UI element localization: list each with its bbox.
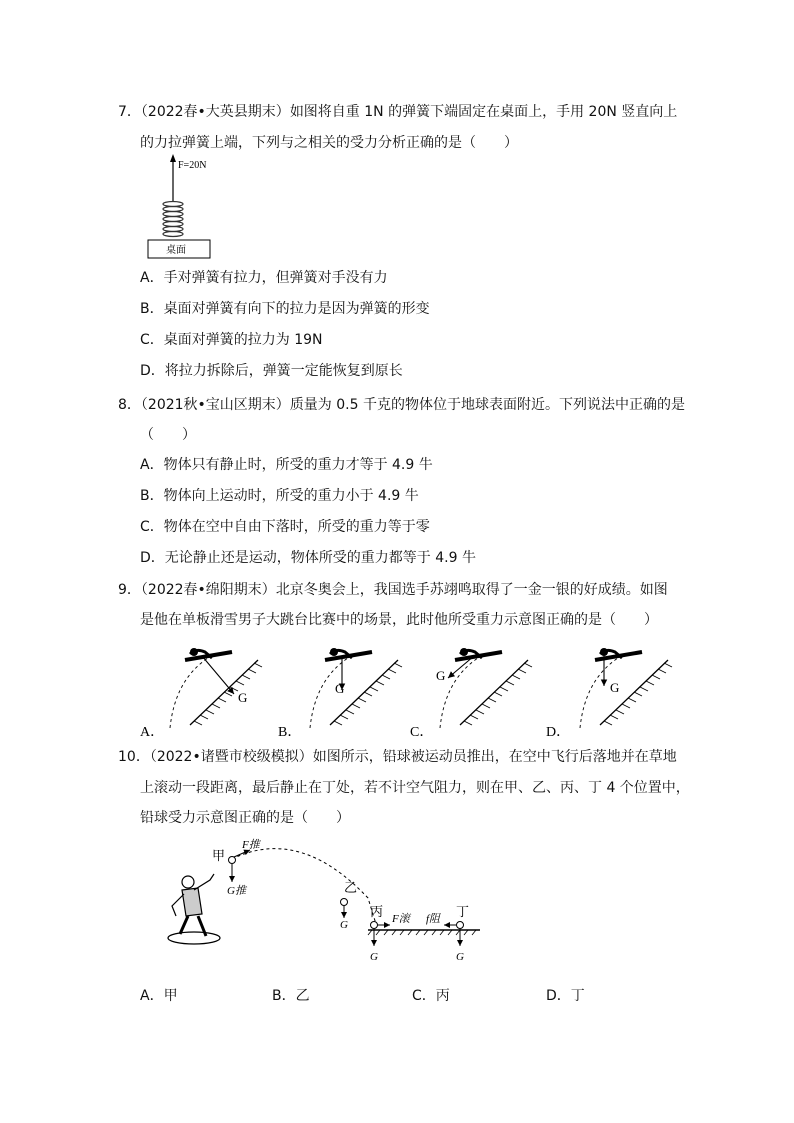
q9-d-g: G	[610, 680, 620, 695]
q9-source: （2022春•绵阳期末）	[140, 582, 276, 598]
q10-g-bing: G	[370, 951, 378, 963]
q10-line3: 铅球受力示意图正确的是（ ）	[140, 810, 350, 826]
q10-pos-bing: 丙	[370, 904, 384, 919]
athlete-figure	[168, 874, 220, 944]
q10-pos-ding: 丁	[456, 904, 470, 919]
q10-f-roll: F滚	[392, 913, 410, 925]
q7-source: （2022春•大英县期末）	[140, 104, 290, 120]
q7-table-label: 桌面	[166, 245, 186, 256]
q9-a-g: G	[238, 690, 248, 705]
q10-option-a: A．甲	[140, 988, 178, 1004]
q7-line1	[118, 102, 677, 122]
q9-c-g: G	[436, 668, 446, 683]
q8-option-a: A．物体只有静止时，所受的重力才等于 4.9 牛	[140, 457, 433, 473]
q8-source: （2021秋•宝山区期末）	[140, 397, 290, 413]
q7-number: 7．	[118, 104, 141, 120]
q7-force-label: F=20N	[178, 160, 207, 171]
q10-f-resist: f阻	[426, 913, 441, 925]
q9-b-g: G	[335, 681, 345, 696]
q9-text1: 北京冬奥会上，我国选手苏翊鸣取得了一金一银的好成绩。如图	[275, 582, 668, 598]
q10-option-d: D．丁	[546, 988, 585, 1004]
q9-line2: 是他在单板滑雪男子大跳台比赛中的场景，此时他所受重力示意图正确的是（ ）	[140, 612, 658, 628]
q8-number: 8．	[118, 397, 141, 413]
q10-pos-yi: 乙	[344, 880, 358, 895]
q9-label-a: A．	[140, 725, 165, 740]
q7-option-b: B．桌面对弹簧有向下的拉力是因为弹簧的形变	[140, 301, 430, 317]
q10-line1	[118, 747, 677, 767]
q9-line1	[118, 580, 668, 600]
q7-figure-spring	[140, 152, 220, 262]
q10-line2: 上滚动一段距离，最后静止在丁处，若不计空气阻力，则在甲、乙、丙、丁 4 个位置中，	[140, 780, 690, 796]
q9-label-d: D．	[546, 725, 571, 740]
q10-g-ding: G	[456, 951, 464, 963]
q7-option-a: A．手对弹簧有拉力，但弹簧对手没有力	[140, 270, 388, 286]
q8-line1	[118, 395, 685, 415]
q7-line2: 的力拉弹簧上端，下列与之相关的受力分析正确的是（ ）	[140, 135, 518, 151]
q7-option-d: D．将拉力拆除后，弹簧一定能恢复到原长	[140, 363, 403, 379]
q10-g-push: G推	[227, 885, 246, 897]
q10-option-c: C．丙	[412, 988, 450, 1004]
q10-text1: 如图所示，铅球被运动员推出，在空中飞行后落地并在草地	[312, 749, 677, 765]
q7-option-c: C．桌面对弹簧的拉力为 19N	[140, 332, 323, 348]
q10-number: 10．	[118, 749, 150, 765]
q9-label-c: C．	[410, 725, 434, 740]
q10-figure	[150, 836, 490, 971]
q9-figure	[130, 640, 690, 740]
q9-number: 9．	[118, 582, 141, 598]
q9-label-b: B．	[278, 725, 302, 740]
q10-pos-jia: 甲	[212, 848, 226, 863]
q8-text1: 质量为 0.5 千克的物体位于地球表面附近。下列说法中正确的是	[289, 397, 685, 413]
q7-text1: 如图将自重 1N 的弹簧下端固定在桌面上，手用 20N 竖直向上	[289, 104, 678, 120]
q10-g-yi: G	[340, 919, 348, 931]
q8-option-b: B．物体向上运动时，所受的重力小于 4.9 牛	[140, 488, 419, 504]
q10-source: （2022•诸暨市校级模拟）	[149, 749, 313, 765]
q8-line2: （ ）	[140, 427, 196, 443]
q8-option-d: D．无论静止还是运动，物体所受的重力都等于 4.9 牛	[140, 550, 476, 566]
q10-f-push: F推	[242, 839, 260, 851]
q10-option-b: B．乙	[272, 988, 310, 1004]
q8-option-c: C．物体在空中自由下落时，所受的重力等于零	[140, 519, 430, 535]
